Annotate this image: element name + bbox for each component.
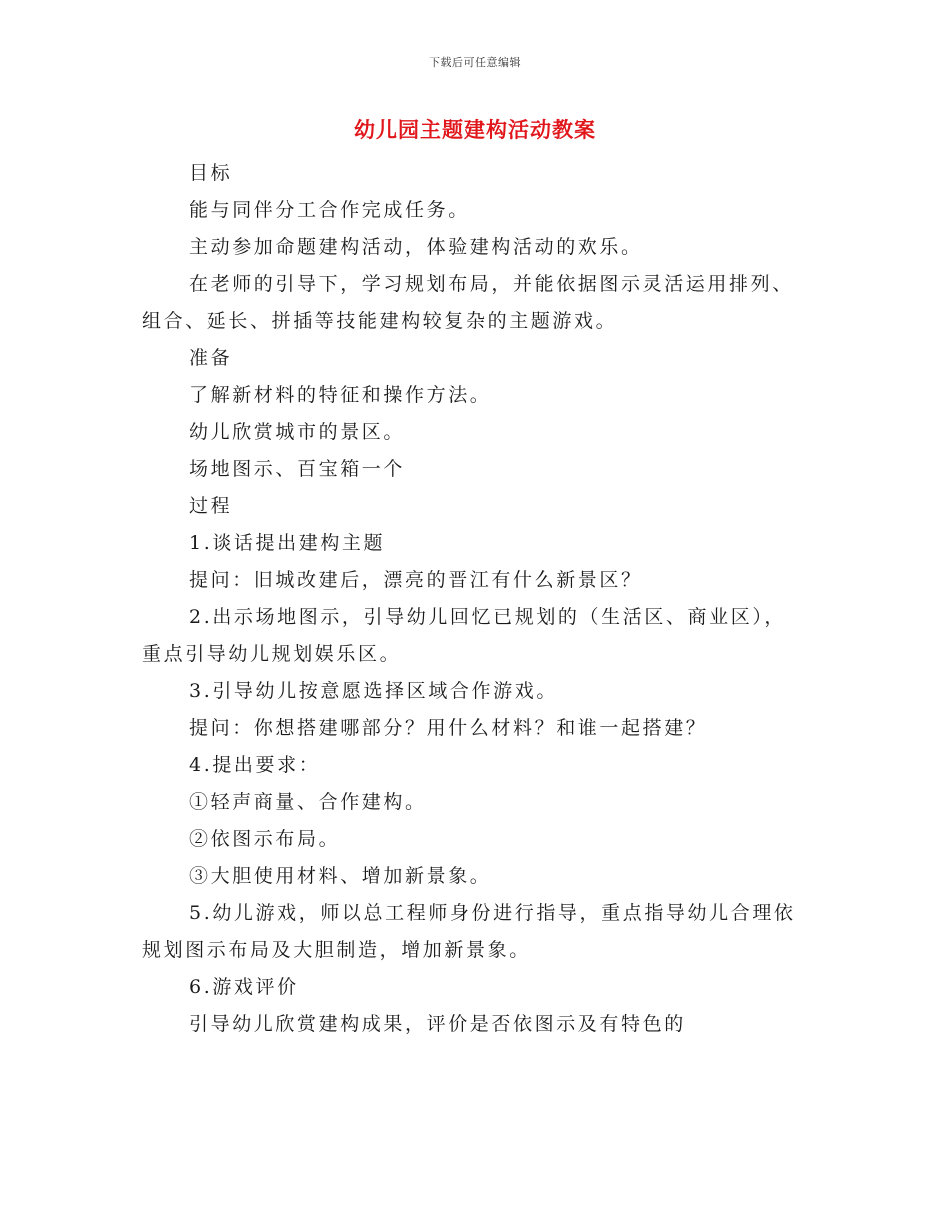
paragraph: 提问：你想搭建哪部分？用什么材料？和谁一起搭建？ xyxy=(189,717,708,739)
paragraph: 提问：旧城改建后，漂亮的晋江有什么新景区？ xyxy=(189,569,643,591)
paragraph: 6.游戏评价 xyxy=(189,976,299,998)
document-title: 幼儿园主题建构活动教案 xyxy=(354,117,596,142)
paragraph: 主动参加命题建构活动，体验建构活动的欢乐。 xyxy=(189,236,643,258)
paragraph: 4.提出要求： xyxy=(189,754,321,776)
paragraph: 5.幼儿游戏，师以总工程师身份进行指导，重点指导幼儿合理依规划图示布局及大胆制造，增加新景象。 xyxy=(142,902,796,961)
section-heading-process: 过程 xyxy=(189,495,233,517)
paragraph: 场地图示、百宝箱一个 xyxy=(189,458,406,480)
document-body xyxy=(142,155,802,1043)
paragraph: 幼儿欣赏城市的景区。 xyxy=(189,421,406,443)
paragraph: 了解新材料的特征和操作方法。 xyxy=(189,384,492,406)
page-header-note: 下载后可任意编辑 xyxy=(429,56,521,69)
paragraph: 2.出示场地图示，引导幼儿回忆已规划的（生活区、商业区），重点引导幼儿规划娱乐区。 xyxy=(142,606,787,665)
list-item: ②依图示布局。 xyxy=(189,828,341,850)
paragraph: 3.引导幼儿按意愿选择区域合作游戏。 xyxy=(189,680,558,702)
paragraph: 能与同伴分工合作完成任务。 xyxy=(189,199,470,221)
paragraph: 1.谈话提出建构主题 xyxy=(189,532,386,554)
list-item: ①轻声商量、合作建构。 xyxy=(189,791,427,813)
paragraph: 在老师的引导下，学习规划布局，并能依据图示灵活运用排列、组合、延长、拼插等技能建构较复杂的主题游戏。 xyxy=(142,273,794,332)
paragraph: 引导幼儿欣赏建构成果，评价是否依图示及有特色的 xyxy=(189,1013,686,1035)
list-item: ③大胆使用材料、增加新景象。 xyxy=(189,865,492,887)
section-heading-goals: 目标 xyxy=(189,162,233,184)
section-heading-preparation: 准备 xyxy=(189,347,233,369)
